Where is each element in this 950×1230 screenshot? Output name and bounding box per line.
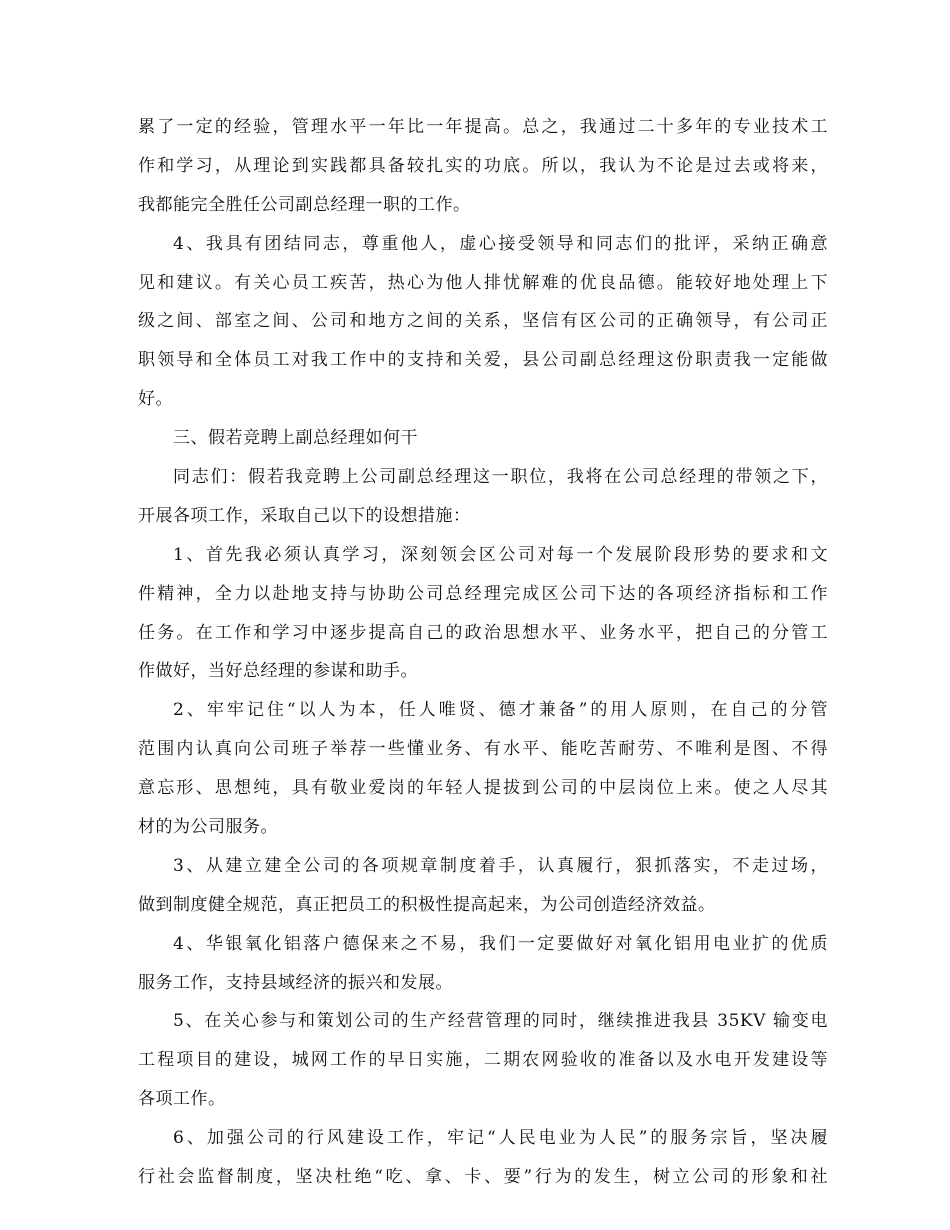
text-line: 3、从建立建全公司的各项规章制度着手，认真履行，狠抓落实，不走过场， [173, 855, 828, 876]
text-line: 材的为公司服务。 [138, 817, 278, 838]
text-line: 累了一定的经验，管理水平一年比一年提高。总之，我通过二十多年的专业技术工 [138, 117, 828, 137]
text-line: 工程项目的建设，城网工作的早日实施，二期农网验收的准备以及水电开发建设等 [138, 1050, 828, 1071]
text-line: 好。 [138, 389, 173, 410]
document-body [138, 108, 828, 1197]
text-line: 4、华银氧化铝落户德保来之不易，我们一定要做好对氧化铝用电业扩的优质 [173, 933, 828, 954]
text-line: 各项工作。 [138, 1089, 226, 1110]
text-line: 开展各项工作，采取自己以下的设想措施： [138, 505, 471, 526]
text-line: 件精神，全力以赴地支持与协助公司总经理完成区公司下达的各项经济指标和工作 [138, 583, 828, 604]
text-line: 1、首先我必须认真学习，深刻领会区公司对每一个发展阶段形势的要求和文 [173, 544, 828, 565]
text-line: 我都能完全胜任公司副总经理一职的工作。 [138, 194, 471, 215]
text-line: 见和建议。有关心员工疾苦，热心为他人排忧解难的优良品德。能较好地处理上下 [138, 272, 828, 293]
section-heading: 三、假若竞聘上副总经理如何干 [173, 428, 418, 449]
text-line: 6、加强公司的行风建设工作，牢记“人民电业为人民”的服务宗旨，坚决履 [173, 1128, 828, 1149]
text-line: 做到制度健全规范，真正把员工的积极性提高起来，为公司创造经济效益。 [138, 894, 716, 915]
text-line: 范围内认真向公司班子举荐一些懂业务、有水平、能吃苦耐劳、不唯利是图、不得 [138, 739, 828, 760]
text-line: 4、我具有团结同志，尊重他人，虚心接受领导和同志们的批评，采纳正确意 [173, 233, 828, 254]
text-line: 意忘形、思想纯，具有敬业爱岗的年轻人提拔到公司的中层岗位上来。使之人尽其 [138, 778, 828, 799]
text-line: 级之间、部室之间、公司和地方之间的关系，坚信有区公司的正确领导，有公司正 [138, 311, 828, 332]
text-line: 5、在关心参与和策划公司的生产经营管理的同时，继续推进我县 35KV 输变电 [173, 1011, 828, 1032]
text-line: 同志们：假若我竞聘上公司副总经理这一职位，我将在公司总经理的带领之下， [173, 467, 828, 488]
text-line: 任务。在工作和学习中逐步提高自己的政治思想水平、业务水平，把自己的分管工 [138, 622, 828, 643]
text-line: 作做好，当好总经理的参谋和助手。 [138, 661, 418, 682]
text-line: 作和学习，从理论到实践都具备较扎实的功底。所以，我认为不论是过去或将来， [138, 155, 828, 176]
text-line: 服务工作，支持县域经济的振兴和发展。 [138, 972, 453, 993]
text-line: 行社会监督制度，坚决杜绝“吃、拿、卡、要”行为的发生，树立公司的形象和社 [138, 1167, 828, 1188]
text-line: 2、牢牢记住“以人为本，任人唯贤、德才兼备”的用人原则，在自己的分管 [173, 700, 828, 721]
text-line: 职领导和全体员工对我工作中的支持和关爱，县公司副总经理这份职责我一定能做 [138, 350, 828, 371]
